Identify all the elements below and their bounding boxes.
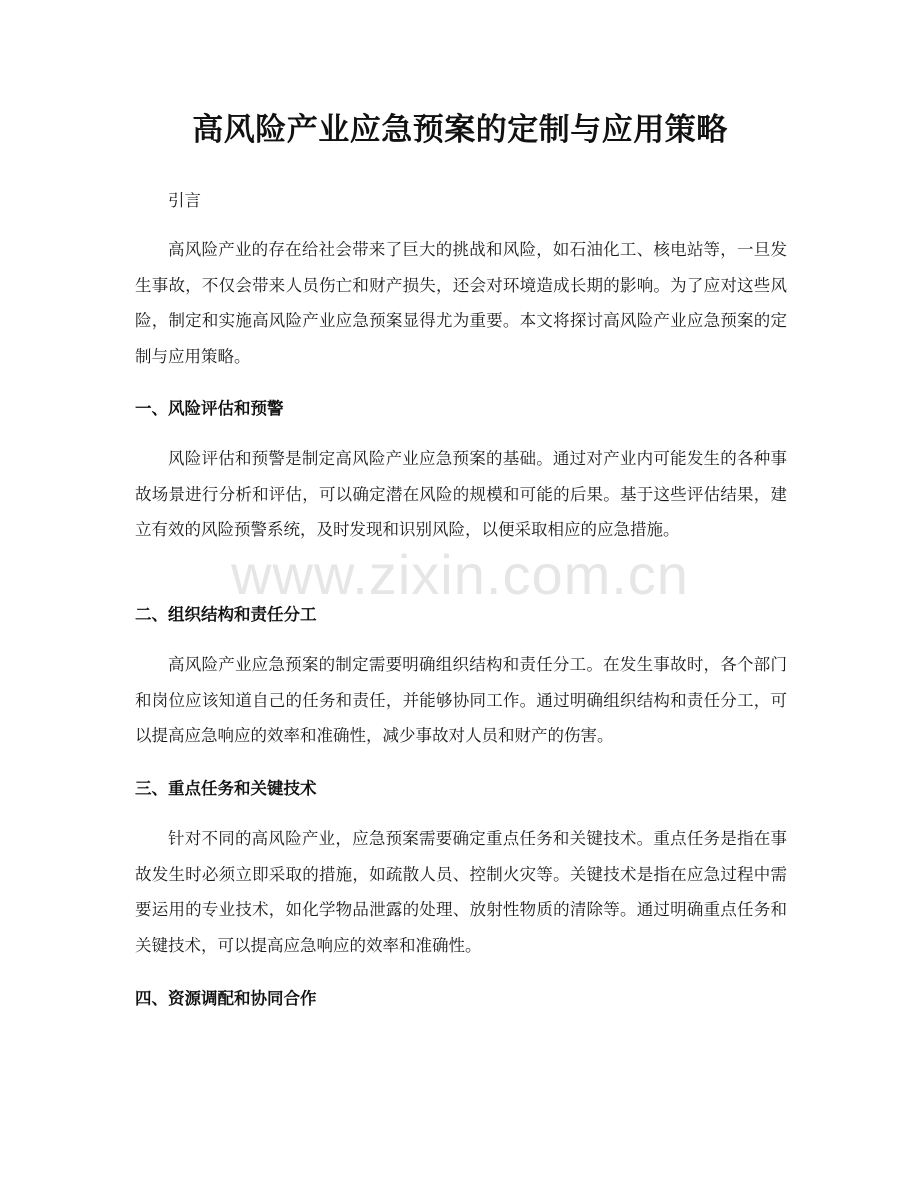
section-paragraph-1: 风险评估和预警是制定高风险产业应急预案的基础。通过对产业内可能发生的各种事故场景进行分析和评估，可以确定潜在风险的规模和可能的后果。基于这些评估结果，建立有效的风险预警系统，及时发现和识别风险，以便采取相应的应急措施。 (135, 449, 787, 539)
section-paragraph-2: 高风险产业应急预案的制定需要明确组织结构和责任分工。在发生事故时，各个部门和岗位应该知道自己的任务和责任，并能够协同工作。通过明确组织结构和责任分工，可以提高应急响应的效率和准确性，减少事故对人员和财产的伤害。 (135, 655, 787, 745)
section-heading-4: 四、资源调配和协同合作 (135, 989, 317, 1008)
section-heading-3: 三、重点任务和关键技术 (135, 779, 317, 798)
section-heading-2: 二、组织结构和责任分工 (135, 605, 317, 624)
section-paragraph-3: 针对不同的高风险产业，应急预案需要确定重点任务和关键技术。重点任务是指在事故发生时必须立即采取的措施，如疏散人员、控制火灾等。关键技术是指在应急过程中需要运用的专业技术，如化学物品泄露的处理、放射性物质的清除等。通过明确重点任务和关键技术，可以提高应急响应的效率和准确性。 (135, 829, 787, 955)
intro-label: 引言 (168, 191, 201, 210)
intro-paragraph: 高风险产业的存在给社会带来了巨大的挑战和风险，如石油化工、核电站等，一旦发生事故，不仅会带来人员伤亡和财产损失，还会对环境造成长期的影响。为了应对这些风险，制定和实施高风险产业应急预案显得尤为重要。本文将探讨高风险产业应急预案的定制与应用策略。 (135, 240, 787, 366)
watermark: www.zixin.com.cn (231, 543, 689, 606)
page-title: 高风险产业应急预案的定制与应用策略 (192, 112, 728, 148)
section-heading-1: 一、风险评估和预警 (135, 399, 284, 418)
